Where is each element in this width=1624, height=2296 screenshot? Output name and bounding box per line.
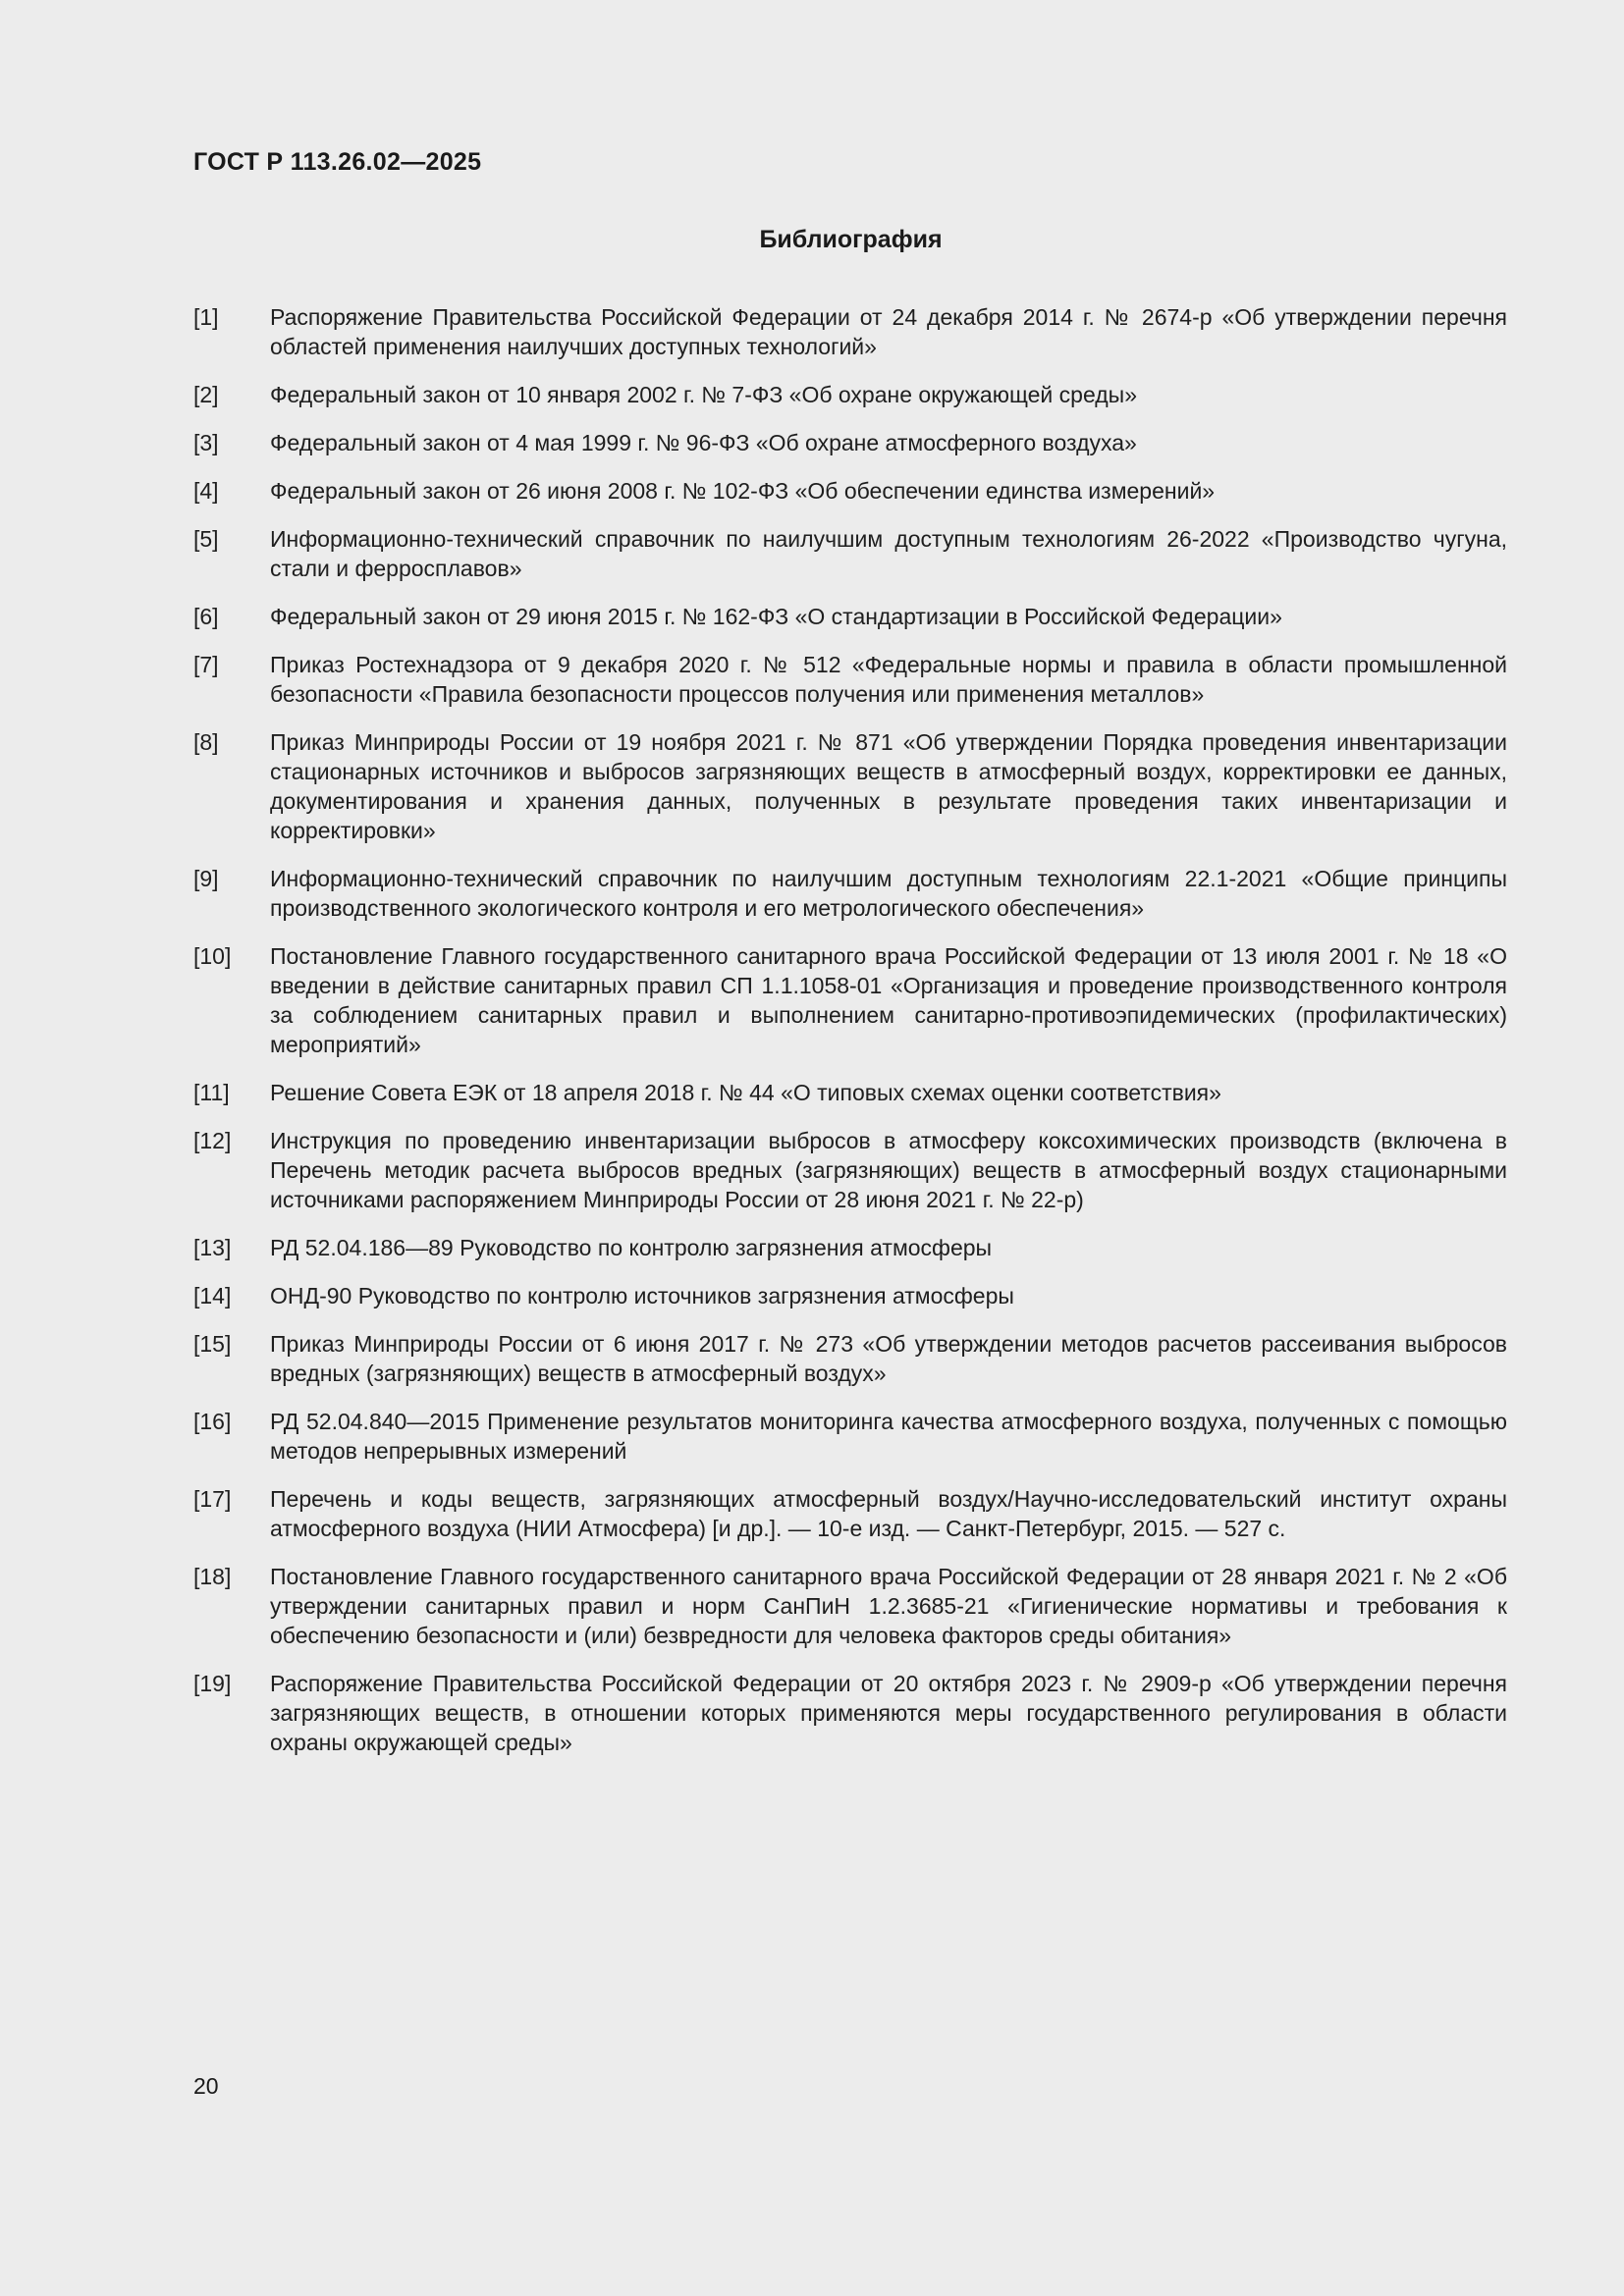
bibliography-entry-13 [193,1233,1507,1262]
bibliography-entry-text: Информационно-технический справочник по наилучшим доступным технологиям 22.1-2021 «Общие принципы производственного экологического контроля и его метрологического обеспечения» [270,866,1507,921]
bibliography-entry-6 [193,602,1507,631]
bibliography-entry-1 [193,302,1507,361]
bibliography-entry-number: [14] [193,1283,232,1308]
bibliography-entry-number: [18] [193,1564,232,1589]
bibliography-entry-19 [193,1669,1507,1757]
bibliography-entry-text: Постановление Главного государственного санитарного врача Российской Федерации от 28 января 2021 г. № 2 «Об утверждении санитарных правил и норм СанПиН 1.2.3685-21 «Гигиенические нормативы и требования к обеспечению безопасности и (или) безвредности для человека факторов среды обитания» [270,1564,1507,1648]
bibliography-entry-text: Постановление Главного государственного санитарного врача Российской Федерации от 13 июля 2001 г. № 18 «О введении в действие санитарных правил СП 1.1.1058-01 «Организация и проведение производственного контроля за соблюдением санитарных правил и выполнением санитарно-противоэпидемических (профилактических) мероприятий» [270,943,1507,1057]
bibliography-entry-12 [193,1126,1507,1214]
bibliography-entry-number: [4] [193,478,219,504]
bibliography-entry-10 [193,941,1507,1059]
bibliography-entry-text: Приказ Ростехнадзора от 9 декабря 2020 г. № 512 «Федеральные нормы и правила в области промышленной безопасности «Правила безопасности процессов получения или применения металлов» [270,652,1507,707]
bibliography-entry-number: [19] [193,1671,232,1696]
bibliography-entry-15 [193,1329,1507,1388]
bibliography-entry-number: [7] [193,652,219,677]
bibliography-entry-17 [193,1484,1507,1543]
bibliography-entry-text: Распоряжение Правительства Российской Федерации от 24 декабря 2014 г. № 2674-р «Об утверждении перечня областей применения наилучших доступных технологий» [270,304,1507,359]
bibliography-entry-number: [1] [193,304,219,330]
bibliography-entry-number: [11] [193,1080,230,1105]
bibliography-entry-text: РД 52.04.186—89 Руководство по контролю загрязнения атмосферы [270,1235,993,1260]
bibliography-entry-number: [12] [193,1128,232,1153]
bibliography-entry-text: Приказ Минприроды России от 19 ноября 2021 г. № 871 «Об утверждении Порядка проведения инвентаризации стационарных источников и выбросов загрязняющих веществ в атмосферный воздух, корректировки ее данных, документирования и хранения данных, полученных в результате проведения таких инвентаризации и корректировки» [270,729,1507,843]
bibliography-entry-18 [193,1562,1507,1650]
document-code-header: ГОСТ Р 113.26.02—2025 [193,148,482,176]
bibliography-entry-14 [193,1281,1507,1310]
bibliography-entry-16 [193,1407,1507,1466]
bibliography-entry-5 [193,524,1507,583]
bibliography-entry-number: [16] [193,1409,232,1434]
bibliography-entry-number: [10] [193,943,232,969]
bibliography-entry-4 [193,476,1507,506]
bibliography-entry-text: Перечень и коды веществ, загрязняющих атмосферный воздух/Научно-исследовательский институт охраны атмосферного воздуха (НИИ Атмосфера) [и др.]. — 10-е изд. — Санкт-Петербург, 2015. — 527 с. [270,1486,1507,1541]
bibliography-entry-number: [5] [193,526,219,552]
bibliography-entry-number: [6] [193,604,219,629]
bibliography-entry-text: Федеральный закон от 26 июня 2008 г. № 102-ФЗ «Об обеспечении единства измерений» [270,478,1216,504]
bibliography-entry-8 [193,727,1507,845]
section-title: Библиография [759,226,943,253]
bibliography-entry-number: [2] [193,382,219,407]
bibliography-entry-number: [3] [193,430,219,455]
bibliography-entry-number: [8] [193,729,219,755]
bibliography-entry-number: [9] [193,866,219,891]
bibliography-entry-text: Информационно-технический справочник по наилучшим доступным технологиям 26-2022 «Производство чугуна, стали и ферросплавов» [270,526,1507,581]
bibliography-entry-9 [193,864,1507,923]
bibliography-entry-text: РД 52.04.840—2015 Применение результатов мониторинга качества атмосферного воздуха, полученных с помощью методов непрерывных измерений [270,1409,1507,1464]
bibliography-entry-text: Приказ Минприроды России от 6 июня 2017 г. № 273 «Об утверждении методов расчетов рассеивания выбросов вредных (загрязняющих) веществ в атмосферный воздух» [270,1331,1507,1386]
bibliography-entry-number: [15] [193,1331,232,1357]
bibliography-entry-text: Федеральный закон от 10 января 2002 г. № 7-ФЗ «Об охране окружающей среды» [270,382,1137,407]
bibliography-entry-2 [193,380,1507,409]
bibliography-entry-number: [17] [193,1486,232,1512]
bibliography-entry-text: Федеральный закон от 29 июня 2015 г. № 162-ФЗ «О стандартизации в Российской Федерации» [270,604,1282,629]
bibliography-entry-number: [13] [193,1235,232,1260]
bibliography-entry-text: Распоряжение Правительства Российской Федерации от 20 октября 2023 г. № 2909-р «Об утверждении перечня загрязняющих веществ, в отношении которых применяются меры государственного регулирования в области охраны окружающей среды» [270,1671,1507,1755]
bibliography-entry-text: Решение Совета ЕЭК от 18 апреля 2018 г. № 44 «О типовых схемах оценки соответствия» [270,1080,1221,1105]
bibliography-entry-text: Федеральный закон от 4 мая 1999 г. № 96-ФЗ «Об охране атмосферного воздуха» [270,430,1137,455]
bibliography-entry-7 [193,650,1507,709]
page-number: 20 [193,2073,219,2099]
bibliography-entry-11 [193,1078,1507,1107]
bibliography-entry-3 [193,428,1507,457]
bibliography-entry-text: Инструкция по проведению инвентаризации выбросов в атмосферу коксохимических производств (включена в Перечень методик расчета выбросов вредных (загрязняющих) веществ в атмосферный воздух стационарными источниками распоряжением Минприроды России от 28 июня 2021 г. № 22-р) [270,1128,1507,1212]
bibliography-list [193,302,1507,1776]
bibliography-entry-text: ОНД-90 Руководство по контролю источников загрязнения атмосферы [270,1283,1014,1308]
